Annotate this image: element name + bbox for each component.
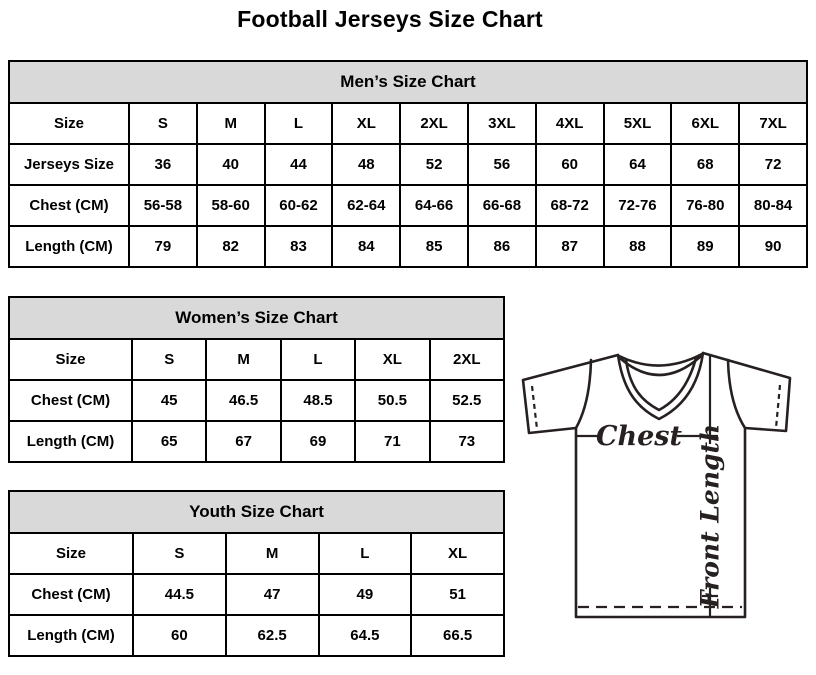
value-cell: 60 [133,615,226,656]
value-cell: 68 [671,144,739,185]
value-cell: 89 [671,226,739,267]
value-cell: 76-80 [671,185,739,226]
value-cell: L [265,103,333,144]
table-row [9,339,504,380]
table-row [9,103,807,144]
table-title: Women’s Size Chart [9,297,504,339]
row-label-cell: Length (CM) [9,615,133,656]
row-label-cell: Length (CM) [9,226,129,267]
table-row [9,226,807,267]
right-sleeve-dashed-line [776,385,780,428]
table-row [9,185,807,226]
value-cell: XL [411,533,504,574]
value-cell: 58-60 [197,185,265,226]
table-row [9,144,807,185]
row-label-cell: Size [9,533,133,574]
value-cell: 56-58 [129,185,197,226]
value-cell: 40 [197,144,265,185]
row-label-cell: Jerseys Size [9,144,129,185]
value-cell: 48.5 [281,380,355,421]
table-header-row [9,61,807,103]
womens-size-chart-table [8,296,505,463]
value-cell: 36 [129,144,197,185]
value-cell: 62-64 [332,185,400,226]
right-armhole-seam [728,360,745,428]
value-cell: 7XL [739,103,807,144]
value-cell: M [226,533,319,574]
table-row [9,574,504,615]
value-cell: 82 [197,226,265,267]
value-cell: 90 [739,226,807,267]
value-cell: 71 [355,421,429,462]
value-cell: 44.5 [133,574,226,615]
value-cell: XL [332,103,400,144]
value-cell: 46.5 [206,380,280,421]
table-header-row [9,297,504,339]
row-label-cell: Length (CM) [9,421,132,462]
value-cell: 56 [468,144,536,185]
youth-size-chart-table [8,490,505,657]
page-title: Football Jerseys Size Chart [237,6,543,32]
value-cell: 5XL [604,103,672,144]
value-cell: 6XL [671,103,739,144]
value-cell: 85 [400,226,468,267]
value-cell: 60-62 [265,185,333,226]
mens-size-chart-table [8,60,808,268]
value-cell: L [319,533,412,574]
row-label-cell: Chest (CM) [9,380,132,421]
value-cell: 51 [411,574,504,615]
value-cell: 72-76 [604,185,672,226]
table-row [9,615,504,656]
left-sleeve-dashed-line [532,386,537,429]
row-label-cell: Size [9,339,132,380]
value-cell: XL [355,339,429,380]
value-cell: S [133,533,226,574]
value-cell: 72 [739,144,807,185]
value-cell: 62.5 [226,615,319,656]
value-cell: S [129,103,197,144]
value-cell: 2XL [430,339,504,380]
front-length-label: Front Length [695,423,725,609]
value-cell: 83 [265,226,333,267]
value-cell: 79 [129,226,197,267]
table-row [9,421,504,462]
value-cell: 47 [226,574,319,615]
value-cell: 67 [206,421,280,462]
value-cell: M [197,103,265,144]
value-cell: 84 [332,226,400,267]
value-cell: S [132,339,206,380]
value-cell: 86 [468,226,536,267]
value-cell: 88 [604,226,672,267]
value-cell: 60 [536,144,604,185]
value-cell: 87 [536,226,604,267]
jersey-measurement-diagram [508,338,814,638]
left-armhole-seam [576,360,591,428]
value-cell: 65 [132,421,206,462]
table-row [9,533,504,574]
table-row [9,380,504,421]
value-cell: 80-84 [739,185,807,226]
value-cell: 64-66 [400,185,468,226]
value-cell: 44 [265,144,333,185]
value-cell: 3XL [468,103,536,144]
table-title: Men’s Size Chart [9,61,807,103]
value-cell: 49 [319,574,412,615]
chest-label: Chest [596,421,682,452]
value-cell: 4XL [536,103,604,144]
value-cell: 52 [400,144,468,185]
jersey-outline [523,353,790,617]
value-cell: 68-72 [536,185,604,226]
value-cell: M [206,339,280,380]
jersey-diagram-svg [508,338,814,638]
row-label-cell: Chest (CM) [9,185,129,226]
value-cell: 64 [604,144,672,185]
value-cell: 66-68 [468,185,536,226]
value-cell: 48 [332,144,400,185]
value-cell: 50.5 [355,380,429,421]
value-cell: 45 [132,380,206,421]
value-cell: L [281,339,355,380]
value-cell: 64.5 [319,615,412,656]
value-cell: 2XL [400,103,468,144]
value-cell: 73 [430,421,504,462]
row-label-cell: Chest (CM) [9,574,133,615]
table-header-row [9,491,504,533]
row-label-cell: Size [9,103,129,144]
value-cell: 66.5 [411,615,504,656]
value-cell: 52.5 [430,380,504,421]
value-cell: 69 [281,421,355,462]
table-title: Youth Size Chart [9,491,504,533]
